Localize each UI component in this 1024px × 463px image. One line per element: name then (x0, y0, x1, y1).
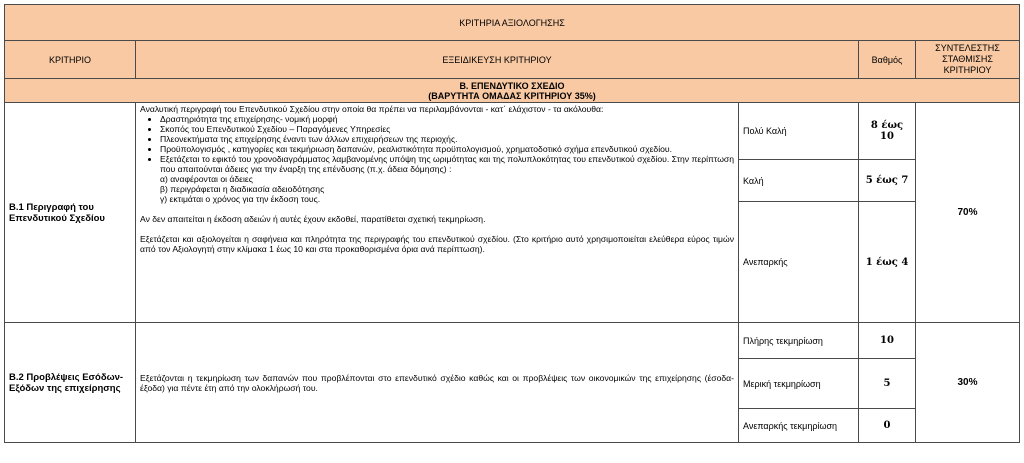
grade-label: Καλή (739, 160, 859, 202)
criterion-row (5, 323, 1020, 359)
grade-value: 0 (859, 409, 916, 443)
sub-item: γ) εκτιμάται ο χρόνος για την έκδοση τους. (160, 194, 321, 204)
grade-label: Πολύ Καλή (739, 103, 859, 160)
bullet-item: • Σκοπός του Επενδυτικού Σχεδίου – Παραγόμενες Υπηρεσίες (160, 124, 734, 134)
table-title: ΚΡΙΤΗΡΙΑ ΑΞΙΟΛΟΓΗΣΗΣ (5, 5, 1020, 41)
section-weight: (ΒΑΡΥΤΗΤΑ ΟΜΑΔΑΣ ΚΡΙΤΗΡΙΟΥ 35%) (428, 90, 596, 101)
evaluation-criteria-table (4, 4, 1020, 443)
grade-label: Πλήρης τεκμηρίωση (739, 323, 859, 359)
bullet-item: • Προϋπολογισμός , κατηγορίες και τεκμήριωση δαπανών, ρεαλιστικότητα προϋπολογισμού, χρηματοδοτικό σχήμα επενδυτικού σχεδίου. (160, 144, 734, 154)
description-intro: Αναλυτική περιγραφή του Επενδυτικού Σχεδίου στην οποία θα πρέπει να περιλαμβάνονται - κατ΄ ελάχιστον - τα ακόλουθα: (140, 104, 604, 114)
description-note: Εξετάζεται και αξιολογείται η σαφήνεια και πληρότητα της περιγραφής του επενδυτικού σχεδίου. (Στο κριτήριο αυτό χρησιμοποιείται ελεύθερα εύρος τιμών από τον Αξιολογητή στην κλίμακα 1 έως 10 και στα προκαθορισμένα όρια ανά περίπτωση). (140, 234, 734, 254)
grade-value: 1 έως 4 (859, 202, 916, 323)
section-title: Β. ΕΠΕΝΔΥΤΙΚΟ ΣΧΕΔΙΟ (459, 80, 565, 91)
grade-value: 5 έως 7 (859, 160, 916, 202)
col-header-specification: ΕΞΕΙΔΙΚΕΥΣΗ ΚΡΙΤΗΡΙΟΥ (136, 41, 859, 79)
grade-label: Ανεπαρκής (739, 202, 859, 323)
col-header-weight: ΣΥΝΤΕΛΕΣΤΗΣ ΣΤΑΘΜΙΣΗΣ ΚΡΙΤΗΡΙΟΥ (916, 41, 1020, 79)
section-heading (5, 79, 1020, 103)
grade-value: 10 (859, 323, 916, 359)
grade-label: Μερική τεκμηρίωση (739, 359, 859, 409)
bullet-item: • Δραστηριότητα της επιχείρησης- νομική μορφή (160, 114, 734, 124)
criterion-weight: 30% (916, 323, 1020, 443)
criterion-row (5, 103, 1020, 160)
sub-item: α) αναφέρονται οι άδειες (160, 174, 253, 184)
description-note: Αν δεν απαιτείται η έκδοση αδειών ή αυτές έχουν εκδοθεί, παρατίθεται σχετική τεκμηρίωση. (140, 214, 486, 224)
title-row (5, 5, 1020, 41)
grade-value: 8 έως 10 (859, 103, 916, 160)
description-bullets (140, 114, 734, 174)
grade-label: Ανεπαρκής τεκμηρίωση (739, 409, 859, 443)
criterion-name: Β.1 Περιγραφή του Επενδυτικού Σχεδίου (5, 103, 136, 323)
criterion-weight: 70% (916, 103, 1020, 323)
col-header-grade: Βαθμός (859, 41, 916, 79)
column-header-row (5, 41, 1020, 79)
criterion-description (136, 103, 739, 323)
section-row (5, 79, 1020, 103)
bullet-item: • Πλεονεκτήματα της επιχείρησης έναντι των άλλων επιχειρήσεων της περιοχής. (160, 134, 734, 144)
grade-value: 5 (859, 359, 916, 409)
col-header-criterion: ΚΡΙΤΗΡΙΟ (5, 41, 136, 79)
criterion-name: Β.2 Προβλέψεις Εσόδων- Εξόδων της επιχείρησης (5, 323, 136, 443)
description-text: Εξετάζονται η τεκμηρίωση των δαπανών που προβλέπονται στο επενδυτικό σχέδιο καθώς και οι προβλέψεις των οικονομικών της επιχείρησης (έσοδα- έξοδα) για πέντε έτη από την ολοκλήρωσή του. (140, 373, 734, 393)
criterion-description (136, 323, 739, 443)
sub-item: β) περιγράφεται η διαδικασία αδειοδότησης (160, 184, 325, 194)
bullet-item: • Εξετάζεται το εφικτό του χρονοδιαγράμματος λαμβανομένης υπόψη της ωριμότητας και της πολυπλοκότητας του επενδυτικού σχεδίου. Στην περίπτωση που απαιτούνται άδειες για την έναρξη της επένδυσης (π.χ. άδεια δόμησης) : (160, 154, 734, 174)
